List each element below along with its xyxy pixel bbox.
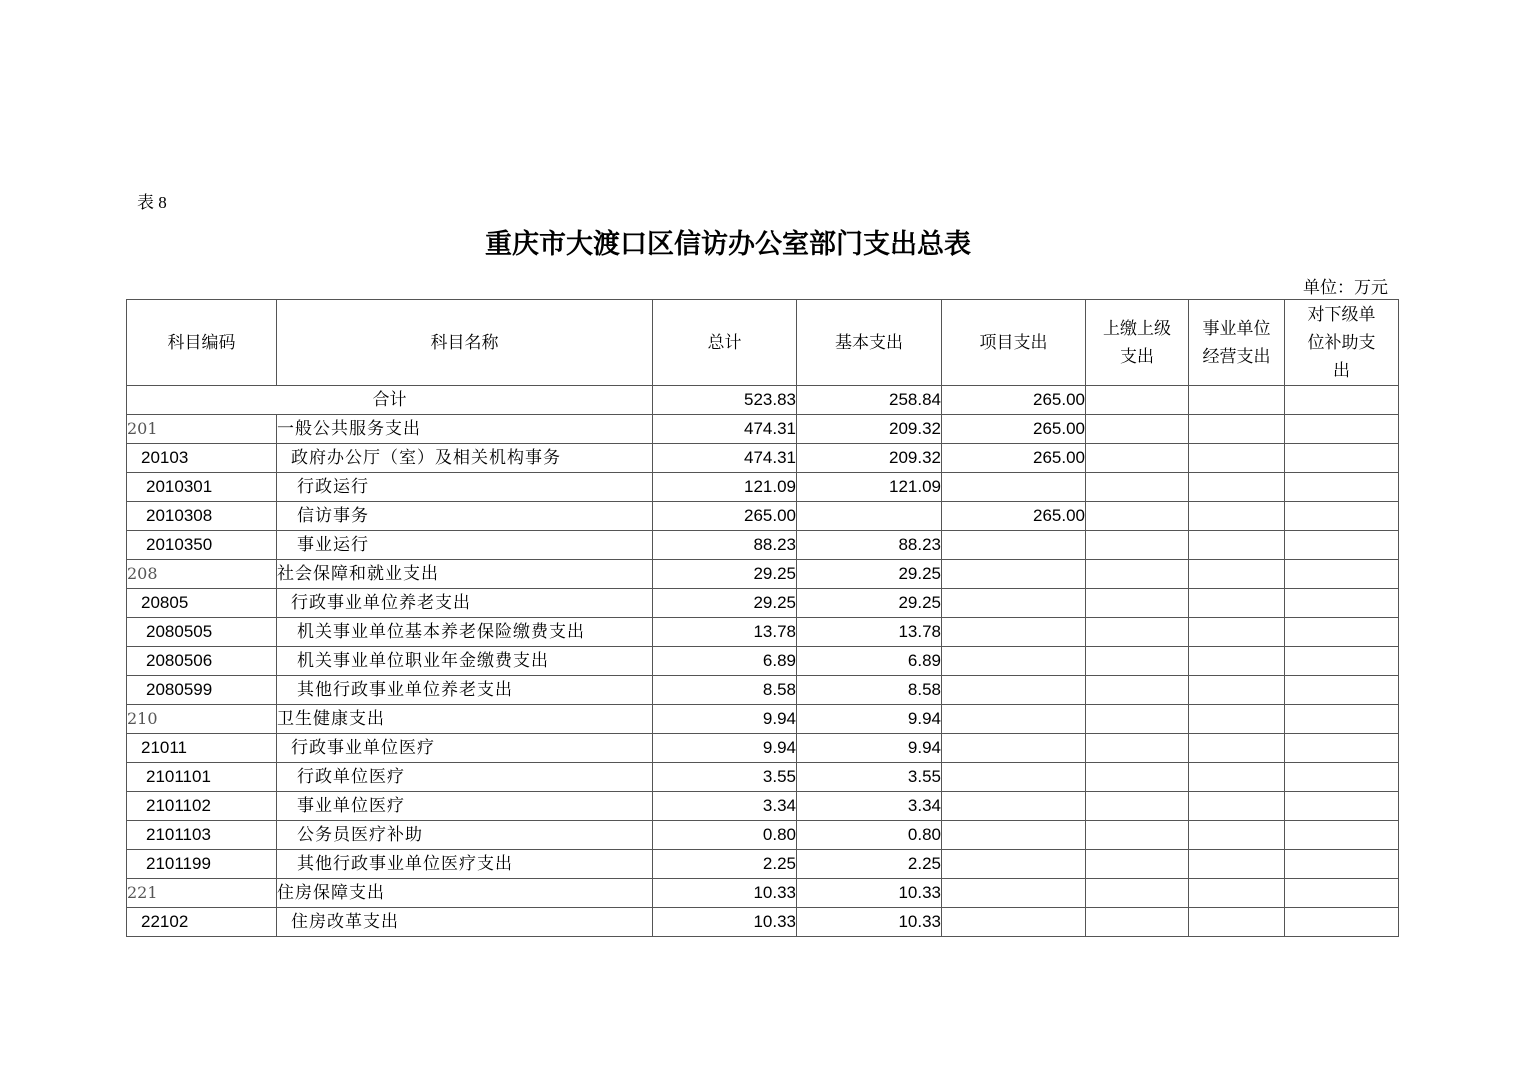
row-upper <box>1086 792 1189 821</box>
row-sub <box>1285 705 1399 734</box>
table-row <box>127 792 1399 821</box>
table-row <box>127 415 1399 444</box>
row-project <box>942 705 1086 734</box>
row-name: 行政单位医疗 <box>277 763 653 792</box>
row-total: 88.23 <box>653 531 797 560</box>
row-project <box>942 879 1086 908</box>
row-biz <box>1189 705 1285 734</box>
table-row <box>127 531 1399 560</box>
row-total: 2.25 <box>653 850 797 879</box>
row-basic: 209.32 <box>797 415 942 444</box>
row-total: 10.33 <box>653 879 797 908</box>
row-project: 265.00 <box>942 415 1086 444</box>
row-biz <box>1189 908 1285 937</box>
table-row <box>127 473 1399 502</box>
row-project <box>942 531 1086 560</box>
table-row <box>127 647 1399 676</box>
header-upper-line2: 支出 <box>1120 346 1154 366</box>
header-code: 科目编码 <box>127 300 277 386</box>
row-sub <box>1285 879 1399 908</box>
row-sub <box>1285 676 1399 705</box>
row-upper <box>1086 734 1189 763</box>
row-sub <box>1285 473 1399 502</box>
row-biz <box>1189 589 1285 618</box>
row-upper <box>1086 618 1189 647</box>
header-name: 科目名称 <box>277 300 653 386</box>
row-basic: 3.55 <box>797 763 942 792</box>
row-biz <box>1189 647 1285 676</box>
row-basic: 3.34 <box>797 792 942 821</box>
row-total: 474.31 <box>653 415 797 444</box>
row-sub <box>1285 415 1399 444</box>
row-name: 信访事务 <box>277 502 653 531</box>
row-code: 2010301 <box>127 473 277 502</box>
row-name: 住房改革支出 <box>277 908 653 937</box>
row-basic: 121.09 <box>797 473 942 502</box>
row-biz <box>1189 676 1285 705</box>
table-row <box>127 879 1399 908</box>
row-biz <box>1189 879 1285 908</box>
row-sub <box>1285 821 1399 850</box>
row-sub <box>1285 734 1399 763</box>
table-row <box>127 560 1399 589</box>
row-upper <box>1086 879 1189 908</box>
row-name: 社会保障和就业支出 <box>277 560 653 589</box>
row-total: 29.25 <box>653 560 797 589</box>
row-sub <box>1285 531 1399 560</box>
row-basic: 10.33 <box>797 908 942 937</box>
total-label: 合计 <box>127 386 653 415</box>
row-code: 20805 <box>127 589 277 618</box>
table-row <box>127 821 1399 850</box>
row-total: 13.78 <box>653 618 797 647</box>
row-basic: 29.25 <box>797 589 942 618</box>
row-total: 6.89 <box>653 647 797 676</box>
total-upper <box>1086 386 1189 415</box>
row-total: 9.94 <box>653 705 797 734</box>
row-total: 121.09 <box>653 473 797 502</box>
row-basic: 2.25 <box>797 850 942 879</box>
row-name: 一般公共服务支出 <box>277 415 653 444</box>
row-name: 住房保障支出 <box>277 879 653 908</box>
row-project <box>942 792 1086 821</box>
row-project <box>942 734 1086 763</box>
table-row <box>127 676 1399 705</box>
row-biz <box>1189 560 1285 589</box>
document-title: 重庆市大渡口区信访办公室部门支出总表 <box>485 229 971 259</box>
row-upper <box>1086 676 1189 705</box>
row-project <box>942 850 1086 879</box>
table-row <box>127 763 1399 792</box>
row-name: 政府办公厅（室）及相关机构事务 <box>277 444 653 473</box>
row-project <box>942 560 1086 589</box>
row-project <box>942 676 1086 705</box>
row-basic: 9.94 <box>797 734 942 763</box>
row-code: 2080505 <box>127 618 277 647</box>
row-code: 22102 <box>127 908 277 937</box>
header-total: 总计 <box>653 300 797 386</box>
row-project <box>942 589 1086 618</box>
header-row <box>127 300 1399 386</box>
row-project <box>942 618 1086 647</box>
table-row <box>127 502 1399 531</box>
row-upper <box>1086 560 1189 589</box>
row-upper <box>1086 444 1189 473</box>
row-name: 其他行政事业单位医疗支出 <box>277 850 653 879</box>
row-biz <box>1189 618 1285 647</box>
row-biz <box>1189 792 1285 821</box>
row-name: 机关事业单位职业年金缴费支出 <box>277 647 653 676</box>
header-sub-line1: 对下级单 <box>1307 304 1376 324</box>
table-body <box>127 386 1399 937</box>
table-row <box>127 618 1399 647</box>
row-upper <box>1086 821 1189 850</box>
row-upper <box>1086 705 1189 734</box>
row-upper <box>1086 473 1189 502</box>
total-biz <box>1189 386 1285 415</box>
header-biz-line2: 经营支出 <box>1202 346 1271 366</box>
row-total: 0.80 <box>653 821 797 850</box>
row-basic: 88.23 <box>797 531 942 560</box>
row-biz <box>1189 531 1285 560</box>
header-sub-line3: 出 <box>1333 360 1350 380</box>
row-biz <box>1189 763 1285 792</box>
row-code: 208 <box>127 560 277 589</box>
row-biz <box>1189 821 1285 850</box>
row-upper <box>1086 415 1189 444</box>
row-basic: 209.32 <box>797 444 942 473</box>
header-upper-payment <box>1086 300 1189 386</box>
row-code: 20103 <box>127 444 277 473</box>
row-sub <box>1285 763 1399 792</box>
row-upper <box>1086 589 1189 618</box>
row-total: 10.33 <box>653 908 797 937</box>
total-total: 523.83 <box>653 386 797 415</box>
row-sub <box>1285 908 1399 937</box>
row-name: 行政事业单位养老支出 <box>277 589 653 618</box>
row-biz <box>1189 850 1285 879</box>
total-project: 265.00 <box>942 386 1086 415</box>
row-code: 201 <box>127 415 277 444</box>
row-basic <box>797 502 942 531</box>
row-upper <box>1086 763 1189 792</box>
row-code: 2101101 <box>127 763 277 792</box>
row-code: 221 <box>127 879 277 908</box>
row-sub <box>1285 618 1399 647</box>
row-total: 3.34 <box>653 792 797 821</box>
table-number-label: 表 8 <box>137 193 167 212</box>
table-row <box>127 850 1399 879</box>
row-name: 机关事业单位基本养老保险缴费支出 <box>277 618 653 647</box>
row-upper <box>1086 531 1189 560</box>
row-basic: 13.78 <box>797 618 942 647</box>
row-code: 2080506 <box>127 647 277 676</box>
header-project: 项目支出 <box>942 300 1086 386</box>
row-upper <box>1086 908 1189 937</box>
row-total: 474.31 <box>653 444 797 473</box>
row-basic: 6.89 <box>797 647 942 676</box>
header-upper-line1: 上缴上级 <box>1103 318 1171 338</box>
total-row <box>127 386 1399 415</box>
total-basic: 258.84 <box>797 386 942 415</box>
row-code: 210 <box>127 705 277 734</box>
expenditure-table <box>126 299 1399 937</box>
row-code: 2010350 <box>127 531 277 560</box>
row-name: 事业单位医疗 <box>277 792 653 821</box>
row-biz <box>1189 415 1285 444</box>
row-project <box>942 473 1086 502</box>
row-name: 事业运行 <box>277 531 653 560</box>
row-total: 9.94 <box>653 734 797 763</box>
header-business-operation <box>1189 300 1285 386</box>
total-sub <box>1285 386 1399 415</box>
row-name: 其他行政事业单位养老支出 <box>277 676 653 705</box>
table-row <box>127 908 1399 937</box>
row-project: 265.00 <box>942 444 1086 473</box>
row-biz <box>1189 734 1285 763</box>
row-sub <box>1285 589 1399 618</box>
row-upper <box>1086 850 1189 879</box>
unit-label: 单位：万元 <box>1303 278 1388 297</box>
row-sub <box>1285 444 1399 473</box>
row-upper <box>1086 647 1189 676</box>
row-biz <box>1189 473 1285 502</box>
row-basic: 8.58 <box>797 676 942 705</box>
row-basic: 0.80 <box>797 821 942 850</box>
row-sub <box>1285 560 1399 589</box>
row-name: 行政事业单位医疗 <box>277 734 653 763</box>
row-biz <box>1189 502 1285 531</box>
row-name: 卫生健康支出 <box>277 705 653 734</box>
table-row <box>127 734 1399 763</box>
row-total: 3.55 <box>653 763 797 792</box>
row-basic: 29.25 <box>797 560 942 589</box>
row-total: 8.58 <box>653 676 797 705</box>
row-code: 21011 <box>127 734 277 763</box>
row-code: 2101103 <box>127 821 277 850</box>
row-sub <box>1285 502 1399 531</box>
header-subsidy <box>1285 300 1399 386</box>
row-biz <box>1189 444 1285 473</box>
header-sub-line2: 位补助支 <box>1307 332 1376 352</box>
row-project <box>942 821 1086 850</box>
row-project: 265.00 <box>942 502 1086 531</box>
row-code: 2101199 <box>127 850 277 879</box>
row-upper <box>1086 502 1189 531</box>
row-basic: 9.94 <box>797 705 942 734</box>
row-code: 2010308 <box>127 502 277 531</box>
row-project <box>942 908 1086 937</box>
row-sub <box>1285 647 1399 676</box>
row-code: 2080599 <box>127 676 277 705</box>
table-row <box>127 705 1399 734</box>
row-project <box>942 647 1086 676</box>
row-basic: 10.33 <box>797 879 942 908</box>
row-sub <box>1285 850 1399 879</box>
row-project <box>942 763 1086 792</box>
row-code: 2101102 <box>127 792 277 821</box>
row-name: 公务员医疗补助 <box>277 821 653 850</box>
table-row <box>127 589 1399 618</box>
row-total: 29.25 <box>653 589 797 618</box>
table-row <box>127 444 1399 473</box>
header-basic: 基本支出 <box>797 300 942 386</box>
row-total: 265.00 <box>653 502 797 531</box>
row-name: 行政运行 <box>277 473 653 502</box>
header-biz-line1: 事业单位 <box>1202 318 1271 338</box>
row-sub <box>1285 792 1399 821</box>
